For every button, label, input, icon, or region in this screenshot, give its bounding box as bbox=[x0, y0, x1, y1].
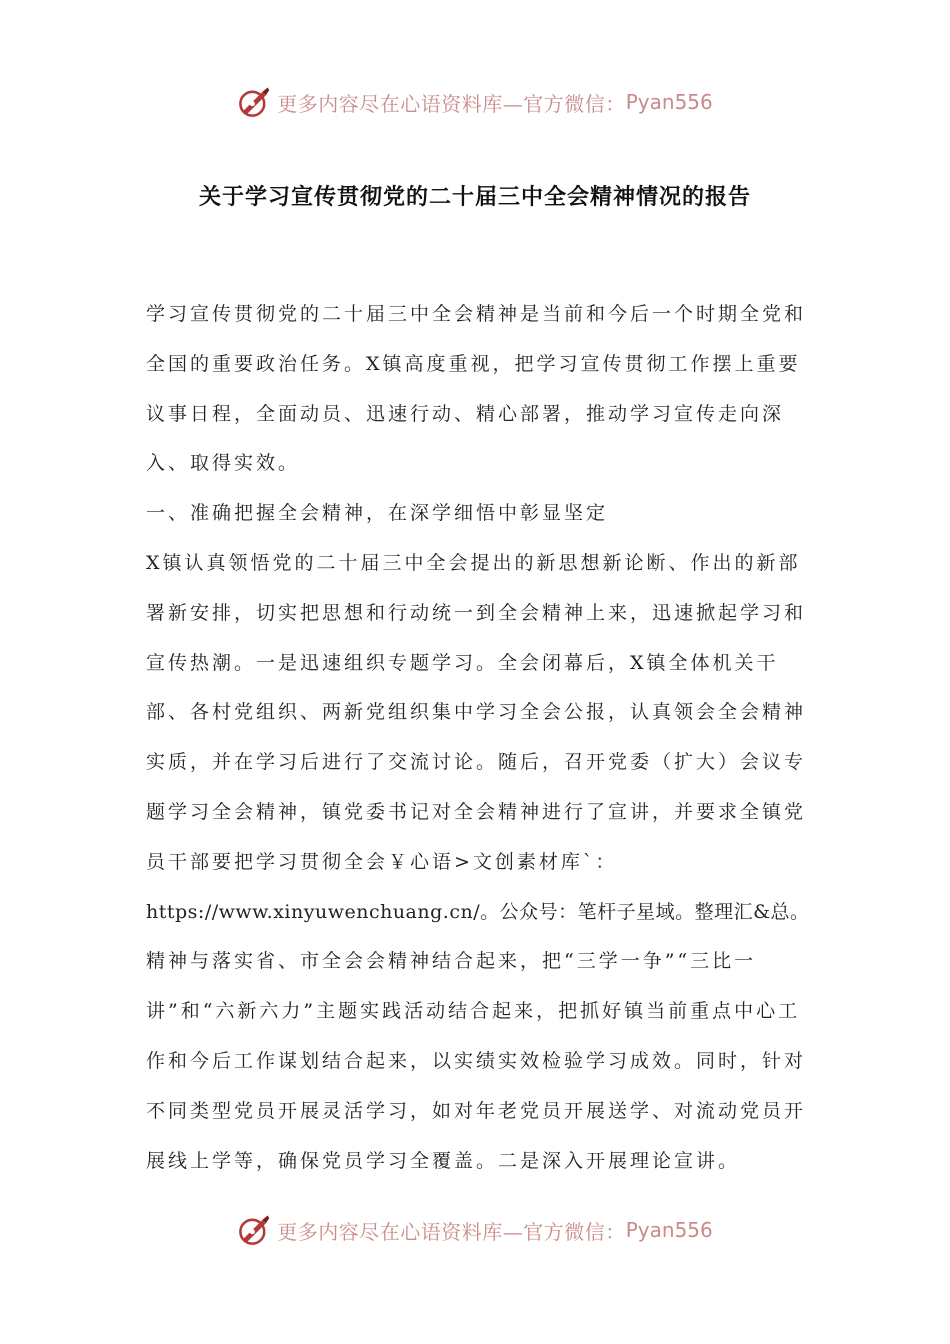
header-banner-handle: Pyan556 bbox=[625, 90, 713, 114]
footer-banner-handle: Pyan556 bbox=[625, 1218, 713, 1242]
section-1-heading: 一、准确把握全会精神，在深学细悟中彰显坚定 bbox=[146, 502, 609, 525]
intro-paragraph: 学习宣传贯彻党的二十届三中全会精神是当前和今后一个时期全党和全国的重要政治任务。X镇高度重视，把学习宣传贯彻工作摆上重要议事日程，全面动员、迅速行动、精心部署，推动学习宣传走向深入、取得实效。 bbox=[146, 303, 807, 475]
section-1-paragraph-b: 精神与落实省、市全会会精神结合起来，把“三学一争”“三比一讲”和“六新六力”主题实践活动结合起来，把抓好镇当前重点中心工作和今后工作谋划结合起来，以实绩实效检验学习成效。同时，针对不同类型党员开展灵活学习，如对年老党员开展送学、对流动党员开展线上学等，确保党员学习全覆盖。二是深入开展理论宣讲。 bbox=[146, 950, 807, 1172]
pen-nib-logo-icon bbox=[237, 85, 271, 119]
footer-banner bbox=[0, 1210, 950, 1250]
pen-nib-logo-icon bbox=[237, 1213, 271, 1247]
document-body bbox=[146, 290, 810, 1186]
section-1-url-line: https://www.xinyuwenchuang.cn/。公众号：笔杆子星域。整理汇&总。 bbox=[146, 900, 810, 923]
section-1-paragraph-a: X镇认真领悟党的二十届三中全会提出的新思想新论断、作出的新部署新安排，切实把思想和行动统一到全会精神上来，迅速掀起学习和宣传热潮。一是迅速组织专题学习。全会闭幕后，X镇全体机关干部、各村党组织、两新党组织集中学习全会公报，认真领会全会精神实质，并在学习后进行了交流讨论。随后，召开党委（扩大）会议专题学习全会精神，镇党委书记对全会精神进行了宣讲，并要求全镇党员干部要把学习贯彻全会￥心语>文创素材库`： bbox=[146, 551, 807, 873]
header-banner bbox=[0, 82, 950, 122]
header-banner-text: 更多内容尽在心语资料库—官方微信： bbox=[277, 91, 626, 116]
document-title: 关于学习宣传贯彻党的二十届三中全会精神情况的报告 bbox=[198, 185, 751, 210]
footer-banner-text: 更多内容尽在心语资料库—官方微信： bbox=[277, 1219, 626, 1244]
